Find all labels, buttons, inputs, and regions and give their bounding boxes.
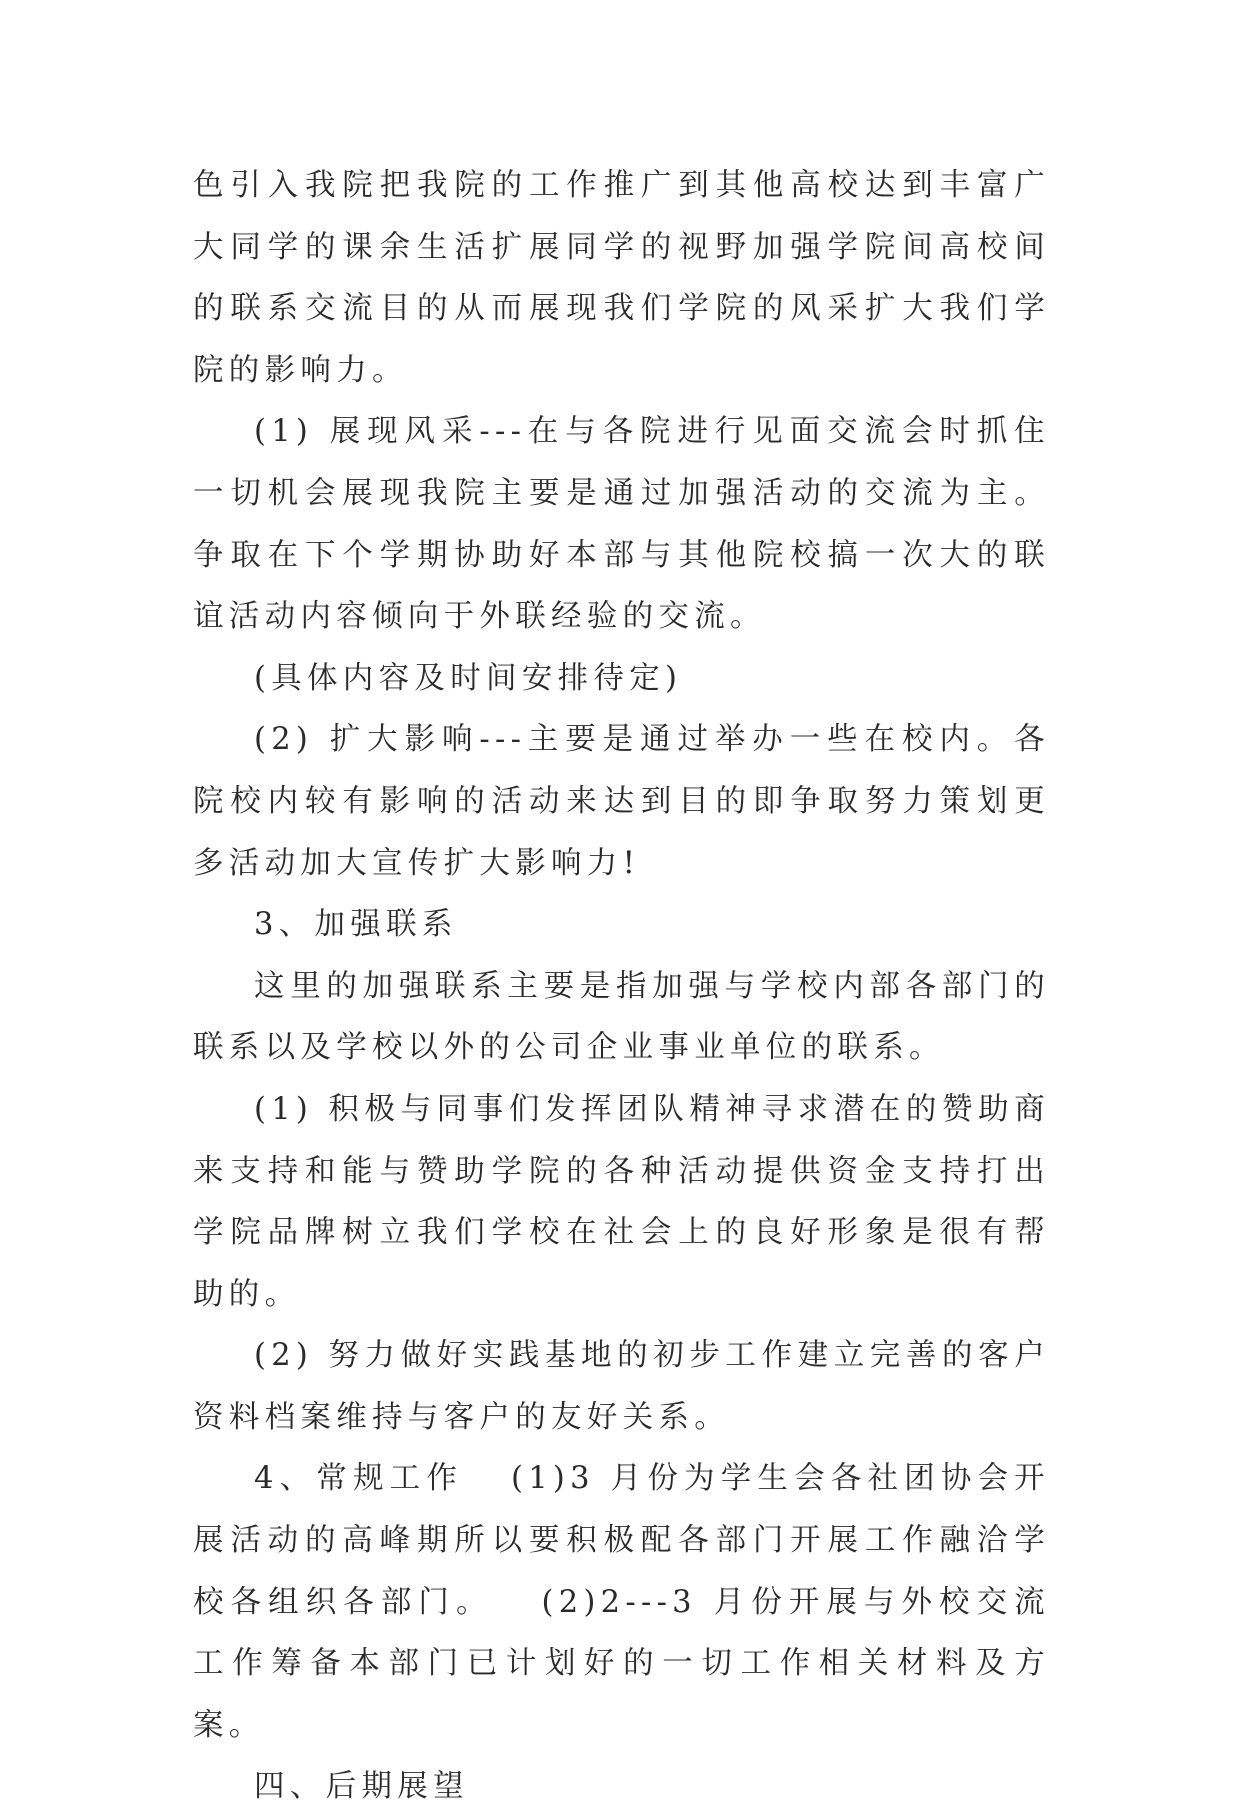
routine-work-item-2: (2)2---3 月份开展与外校交流工作筹备本部门已计划好的一切工作相关材料及方案。 [193,1584,1050,1743]
paragraph-text: (2) 努力做好实践基地的初步工作建立完善的客户资料档案维持与客户的友好关系。 [193,1338,1050,1435]
heading-text: 3、加强联系 [254,907,458,943]
paragraph-intro-continued [193,155,1050,401]
heading-text: 四、后期展望 [254,1769,469,1805]
paragraph-routine-work [193,1448,1050,1756]
routine-work-item-1: (1)3 月份为学生会各社团协会开展活动的高峰期所以要积极配各部门开展工作融洽学校各组织各部门。 [193,1461,1050,1620]
section-heading-outlook [193,1756,1050,1818]
paragraph-practice-base [193,1325,1050,1448]
paragraph-contact-description [193,956,1050,1079]
paragraph-text: (1) 展现风采---在与各院进行见面交流会时抓住一切机会展现我院主要是通过加强活动的交流为主。争取在下个学期协助好本部与其他院校搞一次大的联谊活动内容倾向于外联经验的交流。 [193,414,1050,635]
routine-work-heading: 4、常规工作 [254,1461,463,1497]
paragraph-text: (1) 积极与同事们发挥团队精神寻求潜在的赞助商来支持和能与赞助学院的各种活动提供资金支持打出学院品牌树立我们学校在社会上的良好形象是很有帮助的。 [193,1091,1050,1312]
paragraph-text: 色引入我院把我院的工作推广到其他高校达到丰富广大同学的课余生活扩展同学的视野加强学院间高校间的联系交流目的从而展现我们学院的风采扩大我们学院的影响力。 [193,168,1050,388]
paragraph-text: 这里的加强联系主要是指加强与学校内部各部门的联系以及学校以外的公司企业事业单位的联系。 [193,968,1050,1066]
paragraph-text: (具体内容及时间安排待定) [254,660,683,696]
section-heading-strengthen-contact [193,894,1050,956]
paragraph-show-style [193,401,1050,647]
paragraph-sponsors [193,1079,1050,1325]
paragraph-expand-influence [193,709,1050,894]
paragraph-content-pending [193,648,1050,710]
paragraph-text: (2) 扩大影响---主要是通过举办一些在校内。各院校内较有影响的活动来达到目的即争取努力策划更多活动加大宣传扩大影响力! [193,722,1050,881]
document-body [193,155,1050,1818]
